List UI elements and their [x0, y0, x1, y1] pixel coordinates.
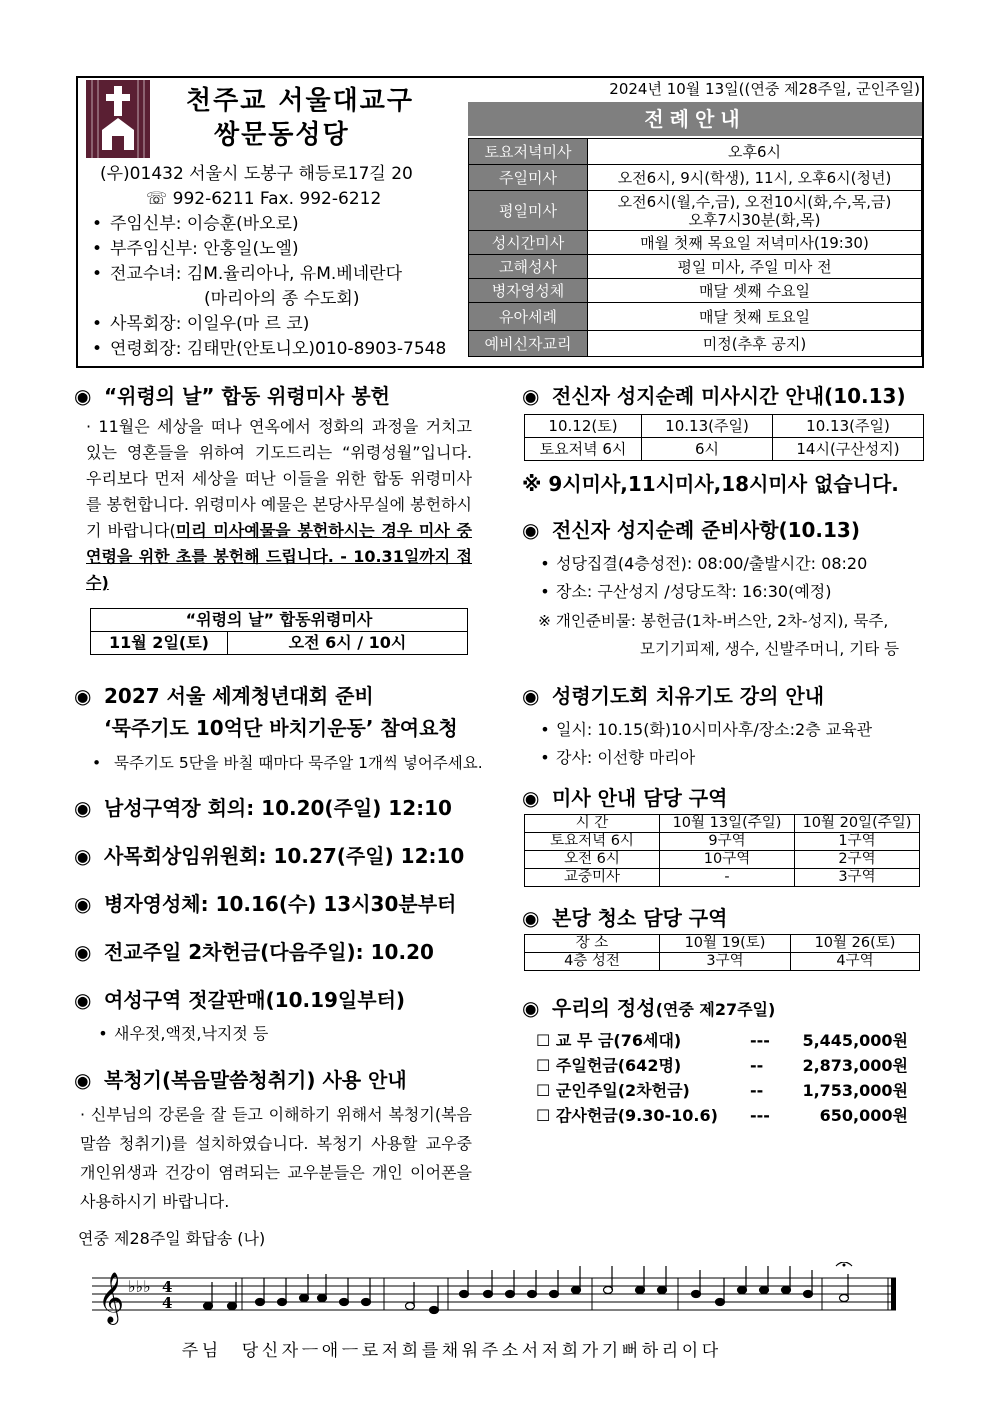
- section-title-listening-device: ◉ 복청기(복음말씀청취기) 사용 안내: [74, 1068, 407, 1092]
- address-block: [100, 162, 413, 212]
- section-title-offerings: ◉ 우리의 정성(연중 제27주일): [522, 996, 776, 1020]
- parish-line2: 쌍문동성당: [214, 120, 350, 150]
- pilgrimage-gather: • 성당집결(4층성전): 08:00/출발시간: 08:20: [540, 554, 868, 573]
- section-title-men-meeting: ◉ 남성구역장 회의: 10.20(주일) 12:10: [74, 796, 452, 820]
- svg-text:♭♭♭: ♭♭♭: [128, 1277, 151, 1296]
- staff-item: • 부주임신부: 안홍일(노엘): [92, 239, 299, 259]
- offering-row: ☐ 군인주일(2차헌금) -- 1,753,000원: [536, 1081, 908, 1100]
- svg-text:4: 4: [162, 1278, 173, 1296]
- table-row: 주일미사 오전6시, 9시(학생), 11시, 오후6시(청년): [469, 165, 922, 191]
- liturgy-title: 전례안내: [468, 102, 922, 136]
- fish-sauce-note: • 새우젓,액젓,낙지젓 등: [98, 1024, 269, 1043]
- table-row: 교중미사 - 3구역: [525, 869, 920, 887]
- listening-device-body: · 신부님의 강론을 잘 듣고 이해하기 위해서 복청기(복음말씀 청취기)를 설치하였습니다. 복청기 사용할 교우중 개인위생과 건강이 염려되는 교우분들은 개인 이어폰을 사용하시기 바랍니다.: [80, 1105, 472, 1211]
- table-row: “위령의 날” 합동위령미사: [91, 609, 468, 632]
- section-title-mission-collection: ◉ 전교주일 2차헌금(다음주일): 10.20: [74, 940, 434, 964]
- table-row: 장 소 10월 19(토) 10월 26(토): [525, 935, 920, 953]
- table-row: 병자영성체 매달 셋째 수요일: [469, 279, 922, 303]
- staff-item: • 전교수녀: 김M.율리아나, 유M.베네란다: [92, 264, 402, 284]
- section-title-pilgrimage-mass: ◉ 전신자 성지순례 미사시간 안내(10.13): [522, 384, 906, 408]
- table-row: 예비신자교리 미정(추후 공지): [469, 331, 922, 357]
- offering-row: ☐ 교 무 금(76세대) --- 5,445,000원: [536, 1031, 908, 1050]
- svg-text:𝄞: 𝄞: [98, 1272, 125, 1323]
- section-title-rosary: ‘묵주기도 10억단 바치기운동’ 참여요청: [104, 716, 458, 740]
- music-staff: [92, 1262, 900, 1334]
- offerings-list: [536, 1028, 908, 1128]
- phone: ☏ 992-6211 Fax. 992-6212: [146, 189, 382, 209]
- memorial-body: · 11월은 세상을 떠나 연옥에서 정화의 과정을 거치고 있는 영혼들을 위하여 기도드리는 “위령성월”입니다. 우리보다 먼저 세상을 떠난 이들을 위한 합동 위령미사를 봉헌합니다. 위령미사 예물은 본당사무실에 봉헌하시기 바랍니다(미리 미사예물을 봉헌하시는 경우 미사 중 연령을 위한 초를 봉헌해 드립니다. - 10.31일까지 접수): [86, 417, 473, 592]
- healing-date: • 일시: 10.15(화)10시미사후/장소:2층 교육관: [540, 720, 873, 739]
- psalm-lyrics: 주 님 당 신 자 ㅡ 애 ㅡ 로 저 희 를 채 워 주 소 서 저 희 가 기 뻐 하 리 이 다: [181, 1341, 719, 1361]
- staff-item: (마리아의 종 수도회): [204, 289, 360, 309]
- parish-line1: 천주교 서울대교구: [186, 86, 414, 116]
- section-title-memorial: ◉ “위령의 날” 합동 위령미사 봉헌: [74, 384, 390, 408]
- parish-logo: [86, 80, 150, 158]
- table-row: 11월 2일(토) 오전 6시 / 10시: [91, 632, 468, 655]
- table-row: 성시간미사 매월 첫째 목요일 저녁미사(19:30): [469, 231, 922, 255]
- mass-guide-table: [524, 814, 920, 887]
- table-row: 평일미사 오전6시(월,수,금), 오전10시(화,수,목,금) 오후7시30분(화,목): [469, 191, 922, 231]
- bulletin-date: 2024년 10월 13일((연중 제28주일, 군인주일): [609, 80, 920, 98]
- section-title-mass-guide: ◉ 미사 안내 담당 구역: [522, 786, 728, 810]
- pilgrimage-items: ※ 개인준비물: 봉헌금(1차-버스안, 2차-성지), 묵주,: [538, 612, 889, 630]
- offering-row: ☐ 주일헌금(642명) -- 2,873,000원: [536, 1056, 908, 1075]
- table-row: 토요저녁미사 오후6시: [469, 139, 922, 165]
- parish-name: [186, 84, 414, 152]
- healing-speaker: • 강사: 이선향 마리아: [540, 748, 696, 767]
- staff-list: [92, 212, 446, 362]
- section-title-council: ◉ 사목회상임위원회: 10.27(주일) 12:10: [74, 844, 465, 868]
- table-row: 시 간 10월 13일(주일) 10월 20일(주일): [525, 815, 920, 833]
- pilgrimage-mass-table: [524, 414, 924, 461]
- liturgy-table: [468, 138, 922, 357]
- offering-row: ☐ 감사헌금(9.30-10.6) --- 650,000원: [536, 1106, 908, 1125]
- staff-item: • 주임신부: 이승훈(바오로): [92, 214, 299, 234]
- section-title-healing-prayer: ◉ 성령기도회 치유기도 강의 안내: [522, 684, 825, 708]
- pilgrimage-place: • 장소: 구산성지 /성당도착: 16:30(예정): [540, 582, 832, 601]
- pilgrimage-items-cont: 모기기피제, 생수, 신발주머니, 기타 등: [640, 640, 900, 658]
- staff-item: • 사목회장: 이일우(마 르 코): [92, 314, 310, 334]
- no-mass-note: ※ 9시미사,11시미사,18시미사 없습니다.: [522, 472, 899, 496]
- table-row: 토요저녁 6시 6시 14시(구산성지): [525, 438, 924, 461]
- psalm-title: 연중 제28주일 화답송 (나): [78, 1229, 266, 1248]
- table-row: 오전 6시 10구역 2구역: [525, 851, 920, 869]
- cleaning-table: [524, 934, 920, 971]
- rosary-note: • 묵주기도 5단을 바칠 때마다 묵주알 1개씩 넣어주세요.: [92, 754, 483, 772]
- address: (우)01432 서울시 도봉구 해등로17길 20: [100, 164, 413, 184]
- staff-item: • 연령회장: 김태만(안토니오)010-8903-7548: [92, 339, 447, 359]
- table-row: 10.12(토) 10.13(주일) 10.13(주일): [525, 415, 924, 438]
- section-title-fish-sauce: ◉ 여성구역 젓갈판매(10.19일부터): [74, 988, 406, 1012]
- table-row: 4층 성전 3구역 4구역: [525, 953, 920, 971]
- memorial-table: [90, 608, 468, 655]
- svg-text:4: 4: [162, 1294, 173, 1312]
- table-row: 토요저녁 6시 9구역 1구역: [525, 833, 920, 851]
- section-title-wyd: ◉ 2027 서울 세계청년대회 준비: [74, 684, 374, 708]
- table-row: 고해성사 평일 미사, 주일 미사 전: [469, 255, 922, 279]
- section-title-sick-communion: ◉ 병자영성체: 10.16(수) 13시30분부터: [74, 892, 457, 916]
- section-title-cleaning: ◉ 본당 청소 담당 구역: [522, 906, 728, 930]
- section-title-pilgrimage-prep: ◉ 전신자 성지순례 준비사항(10.13): [522, 518, 860, 542]
- table-row: 유아세례 매달 첫째 토요일: [469, 303, 922, 331]
